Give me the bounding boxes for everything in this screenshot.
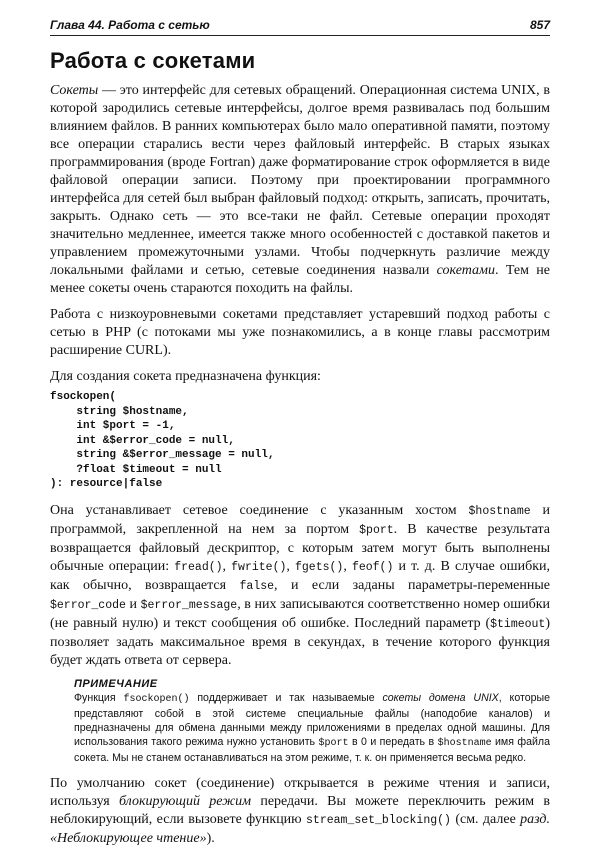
- text-span: в 0 и передать в: [348, 735, 438, 748]
- text-span: поддерживает и так называемые: [189, 691, 383, 704]
- section-title: Работа с сокетами: [50, 48, 256, 73]
- paragraph-low-level: Работа с низкоуровневыми сокетами представляет устаревший подход работы с сетью в PHP (с потоками мы уже познакомились, а в конце главы рассмотрим расширение CURL).: [50, 307, 550, 358]
- text-span: Функция: [74, 691, 124, 704]
- code-feof: feof(): [351, 560, 394, 574]
- paragraph-intro-end: . Тем не менее сокеты очень стараются походить на файлы.: [50, 263, 550, 296]
- code-port: $port: [318, 737, 349, 749]
- code-fsockopen: fsockopen(): [123, 693, 190, 705]
- text-span: имя файла сокета. Мы не станем останавливаться на этом режиме, т. к. он применяется весьма редко.: [74, 735, 550, 764]
- text-span: и: [125, 596, 141, 612]
- note-title: ПРИМЕЧАНИЕ: [74, 677, 158, 690]
- text-span: ) позволяет задать максимальное время в секундах, в течение которого функция будет ждать ответа от сервера.: [50, 615, 550, 668]
- page-number: 857: [529, 18, 550, 32]
- code-error-code: $error_code: [50, 598, 126, 612]
- code-false: false: [239, 579, 275, 593]
- text-span: Она устанавливает сетевое соединение с указанным хостом: [50, 502, 469, 518]
- text-span: (см. далее: [450, 811, 521, 827]
- text-span: и программой, закрепленной на нем за портом: [50, 502, 550, 537]
- paragraph-blocking-mode: [50, 775, 550, 848]
- text-span: передачи. Вы можете переключить режим в неблокирующий, если вызовете функцию: [50, 793, 550, 827]
- text-span: ,: [343, 558, 352, 574]
- code-hostname: $hostname: [468, 504, 531, 518]
- text-span: , и если заданы параметры-переменные: [274, 577, 550, 593]
- term-blocking-mode: блокирующий режим: [118, 793, 252, 809]
- code-hostname: $hostname: [437, 737, 492, 749]
- code-fread: fread(): [174, 560, 223, 574]
- text-span: ,: [286, 558, 295, 574]
- code-error-message: $error_message: [140, 598, 238, 612]
- text-span: По умолчанию сокет (соединение) открывается в режиме чтения и записи, используя: [50, 775, 550, 809]
- code-stream-set-blocking: stream_set_blocking(): [306, 813, 451, 827]
- running-header: [50, 18, 550, 36]
- paragraph-intro: [50, 82, 550, 298]
- text-span: ).: [206, 830, 215, 846]
- code-port: $port: [359, 523, 394, 537]
- code-timeout: $timeout: [490, 617, 546, 631]
- chapter-title: Глава 44. Работа с сетью: [50, 18, 210, 32]
- term-sockets: Сокеты: [50, 83, 99, 98]
- code-fsockopen-signature: fsockopen( string $hostname, int $port = -1, int &$error_code = null, string &$error_message = null, ?float $timeout = null ): resource|false: [50, 391, 275, 490]
- code-fwrite: fwrite(): [231, 560, 287, 574]
- note-text: [74, 691, 550, 765]
- text-span: , в них записываются соответственно номер ошибки (не равный нулю) и текст сообщения об ошибке. Последний параметр (: [50, 596, 551, 631]
- code-fgets: fgets(): [295, 560, 344, 574]
- text-span: , которые представляют собой в этой системе специальные файлы (наподобие каналов) и предназначены для обмена данными между приложениями в пределах одной машины. Для использования такого режима нужно установить: [74, 691, 550, 748]
- paragraph-function-intro: Для создания сокета предназначена функция:: [50, 369, 321, 384]
- cross-reference: разд. «Неблокирующее чтение»: [50, 811, 551, 846]
- paragraph-fsockopen-desc: [50, 502, 550, 670]
- text-span: и т. д. В случае ошибки, как обычно, возвращается: [50, 558, 550, 593]
- term-sockets-2: сокетами: [436, 263, 495, 278]
- paragraph-intro-text: — это интерфейс для сетевых обращений. Операционная система UNIX, в которой зародились сетевые интерфейсы, долгое время развивалась под большим влиянием файлов. В ранних компьютерах было мало оперативной памяти, поэтому все операции старались вести через файловый интерфейс. В старых языках программирования (вроде Fortran) даже форматирование строк оформляется в виде файловой операции записи. Поэтому при проектировании программного интерфейса для сетей был выбран файловый подход: открыть, записать, прочитать, закрыть. Однако сеть — это все-таки не файл. Сетевые операции проходят значительно медленнее, имеется также много особенностей с доставкой пакетов и управлением промежуточными узлами. Чтобы подчеркнуть различие между локальными файлами и сетью, сетевые соединения назвали: [50, 83, 550, 278]
- text-span: ,: [222, 558, 232, 574]
- text-span: . В качестве результата возвращается файловый дескриптор, с которым затем могут быть выполнены обычные операции:: [50, 521, 551, 574]
- term-unix-domain-sockets: сокеты домена UNIX: [382, 691, 499, 704]
- note-box: [74, 678, 550, 765]
